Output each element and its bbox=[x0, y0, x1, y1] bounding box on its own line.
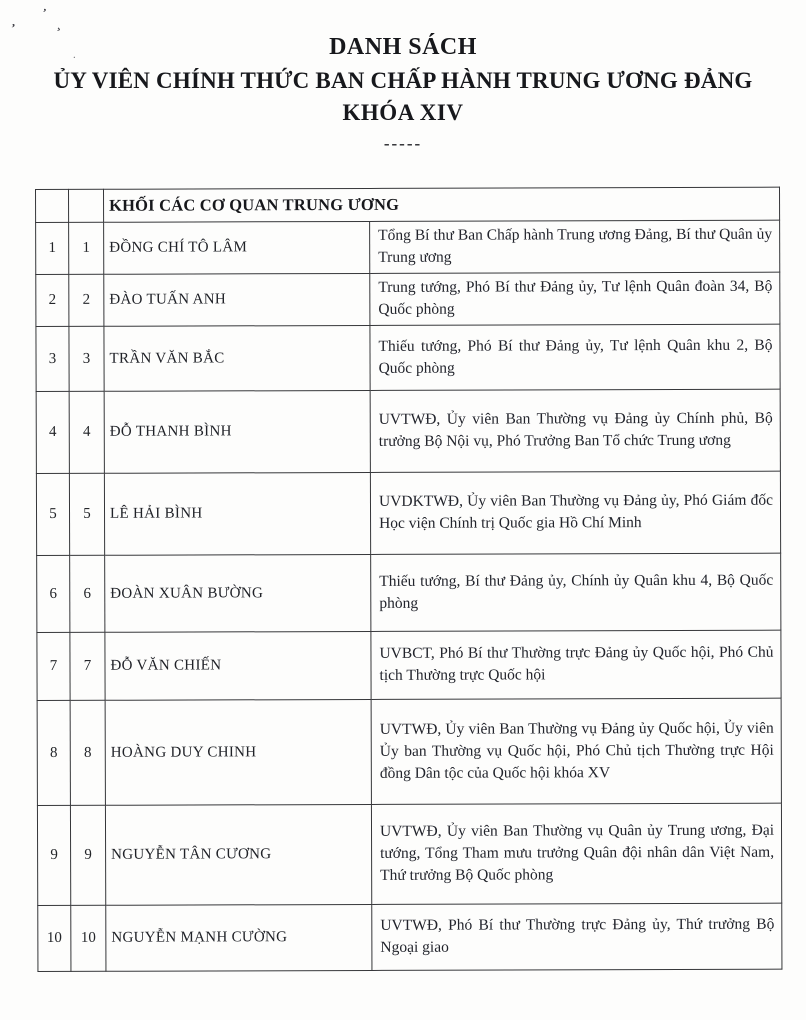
table-row bbox=[36, 220, 780, 274]
member-name: ĐỒNG CHÍ TÔ LÂM bbox=[104, 221, 370, 274]
row-number-section: 4 bbox=[69, 391, 104, 473]
row-number-overall: 6 bbox=[37, 555, 70, 632]
member-name: ĐÀO TUẤN ANH bbox=[104, 273, 370, 326]
member-position: Thiếu tướng, Bí thư Đảng ủy, Chính ủy Quân khu 4, Bộ Quốc phòng bbox=[371, 553, 781, 631]
section-header-row bbox=[36, 187, 780, 222]
table-row bbox=[36, 389, 780, 473]
member-name: NGUYỄN TÂN CƯƠNG bbox=[105, 804, 371, 905]
member-position: Thiếu tướng, Phó Bí thư Đảng ủy, Tư lệnh Quân khu 2, Bộ Quốc phòng bbox=[370, 324, 780, 390]
document-title: DANH SÁCH bbox=[329, 34, 477, 60]
row-number-section: 5 bbox=[69, 473, 104, 555]
row-number-overall: 2 bbox=[36, 274, 69, 326]
row-number-overall: 10 bbox=[38, 905, 71, 971]
member-name: TRẦN VĂN BẮC bbox=[104, 325, 370, 391]
member-name: HOÀNG DUY CHINH bbox=[105, 699, 371, 805]
title-divider: ----- bbox=[383, 134, 423, 153]
member-position: UVTWĐ, Ủy viên Ban Thường vụ Đảng ủy Quốc hội, Ủy viên Ủy ban Thường vụ Quốc hội, Phó Chủ tịch Thường trực Hội đồng Dân tộc của Quốc hội khóa XV bbox=[371, 698, 781, 804]
member-name: ĐOÀN XUÂN BƯỜNG bbox=[105, 554, 371, 632]
row-number-section: 6 bbox=[70, 555, 105, 632]
row-number-overall: 3 bbox=[36, 326, 69, 391]
row-number-overall: 4 bbox=[36, 391, 69, 473]
row-number-overall: 8 bbox=[37, 700, 70, 805]
document-term: KHÓA XIV bbox=[342, 100, 464, 125]
row-number-section: 2 bbox=[69, 274, 104, 326]
document-subtitle: ỦY VIÊN CHÍNH THỨC BAN CHẤP HÀNH TRUNG ƯƠNG ĐẢNG bbox=[53, 68, 753, 93]
row-number-overall: 7 bbox=[37, 632, 70, 700]
member-name: ĐỖ THANH BÌNH bbox=[104, 390, 370, 473]
table-row bbox=[37, 698, 781, 805]
table-row bbox=[37, 803, 781, 905]
table-row bbox=[37, 630, 781, 700]
member-position: UVDKTWĐ, Ủy viên Ban Thường vụ Đảng ủy, Phó Giám đốc Học viện Chính trị Quốc gia Hồ Chí Minh bbox=[370, 471, 780, 554]
member-position: UVTWĐ, Ủy viên Ban Thường vụ Đảng ủy Chính phủ, Bộ trưởng Bộ Nội vụ, Phó Trưởng Ban Tổ chức Trung ương bbox=[370, 389, 780, 472]
row-number-section: 3 bbox=[69, 326, 104, 391]
empty-cell bbox=[69, 189, 104, 222]
member-position: Tổng Bí thư Ban Chấp hành Trung ương Đảng, Bí thư Quân ủy Trung ương bbox=[370, 220, 780, 273]
scan-speck: ’ bbox=[40, 6, 48, 20]
row-number-overall: 1 bbox=[36, 222, 69, 274]
member-name: ĐỖ VĂN CHIẾN bbox=[105, 631, 371, 700]
table-row bbox=[37, 553, 781, 632]
member-position: UVTWĐ, Ủy viên Ban Thường vụ Quân ủy Trung ương, Đại tướng, Tổng Tham mưu trưởng Quân đội nhân dân Việt Nam, Thứ trưởng Bộ Quốc phòng bbox=[371, 803, 781, 904]
member-rows bbox=[36, 220, 782, 971]
scan-speck: · bbox=[73, 53, 76, 62]
row-number-section: 9 bbox=[70, 805, 105, 905]
document-title-block bbox=[0, 0, 806, 154]
table-row bbox=[36, 471, 780, 555]
row-number-section: 7 bbox=[70, 632, 105, 700]
member-position: UVTWĐ, Phó Bí thư Thường trực Đảng ủy, Thứ trưởng Bộ Ngoại giao bbox=[372, 903, 782, 970]
row-number-section: 8 bbox=[70, 700, 105, 805]
scan-speck: ’ bbox=[10, 20, 16, 36]
row-number-overall: 5 bbox=[36, 473, 69, 555]
table-row bbox=[36, 324, 780, 391]
member-name: LÊ HẢI BÌNH bbox=[104, 472, 370, 555]
member-position: Trung tướng, Phó Bí thư Đảng ủy, Tư lệnh Quân đoàn 34, Bộ Quốc phòng bbox=[370, 272, 780, 325]
row-number-overall: 9 bbox=[37, 805, 70, 905]
scan-speck: ¸ bbox=[55, 15, 61, 32]
members-table bbox=[35, 187, 782, 972]
row-number-section: 10 bbox=[71, 905, 106, 971]
table-row bbox=[38, 903, 782, 971]
empty-cell bbox=[36, 189, 69, 222]
member-name: NGUYỄN MẠNH CƯỜNG bbox=[106, 904, 372, 971]
row-number-section: 1 bbox=[69, 222, 104, 274]
section-header: KHỐI CÁC CƠ QUAN TRUNG ƯƠNG bbox=[104, 187, 780, 222]
table-row bbox=[36, 272, 780, 326]
member-position: UVBCT, Phó Bí thư Thường trực Đảng ủy Quốc hội, Phó Chủ tịch Thường trực Quốc hội bbox=[371, 630, 781, 699]
